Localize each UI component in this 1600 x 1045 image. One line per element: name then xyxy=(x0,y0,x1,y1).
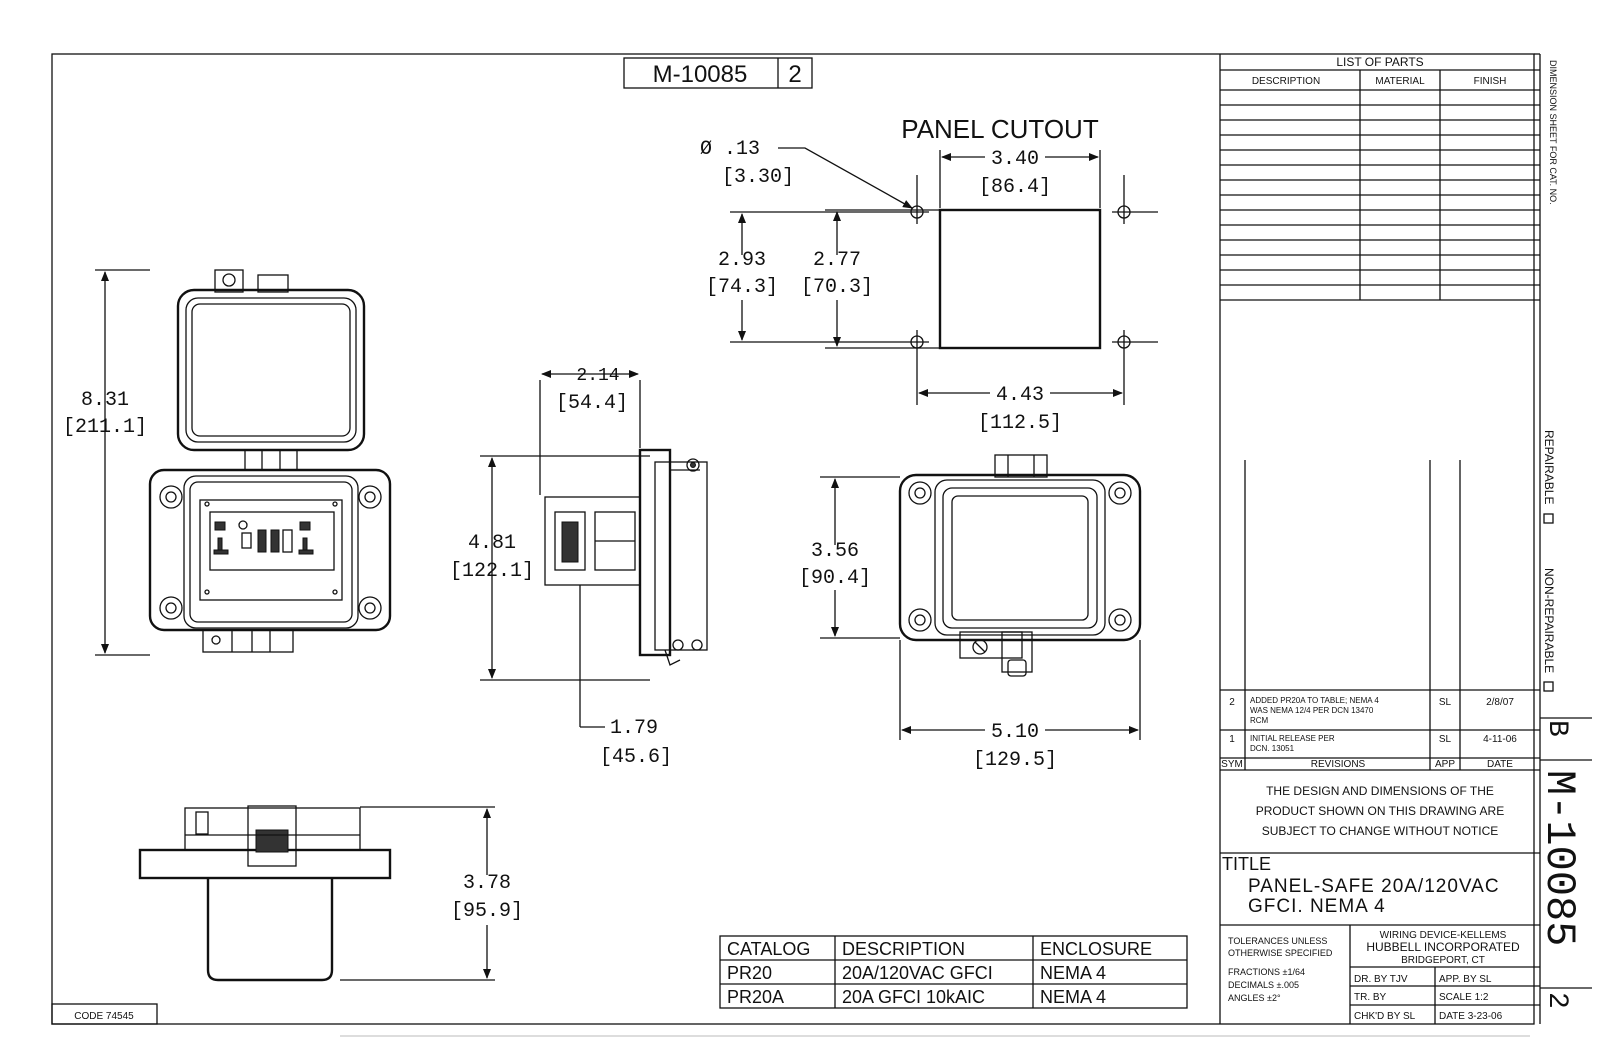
dim-side-depth: 1.79 xyxy=(610,717,659,740)
title-line-2: GFCI. NEMA 4 xyxy=(1248,896,1386,917)
catalog-cell: NEMA 4 xyxy=(1040,987,1107,1007)
catalog-header-enclosure: ENCLOSURE xyxy=(1040,939,1153,959)
dim-side-width-mm: [54.4] xyxy=(555,392,629,415)
catalog-cell: NEMA 4 xyxy=(1040,963,1107,983)
drawing-number-box xyxy=(624,58,812,88)
dim-cutout-height: 2.77 xyxy=(812,249,862,272)
dim-mount-height: 2.93 xyxy=(717,249,767,272)
dim-back-width-mm: [129.5] xyxy=(972,749,1058,772)
rev-text: DCN. 13051 xyxy=(1250,744,1295,753)
panel-cutout-title: PANEL CUTOUT xyxy=(901,114,1099,144)
side-revision: 2 xyxy=(1541,992,1572,1009)
size-letter: B xyxy=(1541,720,1572,737)
dim-hole-dia: Ø .13 xyxy=(700,138,761,161)
parts-header-description: DESCRIPTION xyxy=(1251,76,1321,87)
tolerance-fractions: FRACTIONS ±1/64 xyxy=(1228,967,1305,977)
scale: SCALE 1:2 xyxy=(1439,992,1489,1003)
checked-by: CHK'D BY SL xyxy=(1354,1011,1416,1022)
catalog-cell: PR20A xyxy=(727,987,785,1007)
rev-sym: 2 xyxy=(1229,697,1235,708)
company-line: BRIDGEPORT, CT xyxy=(1401,955,1485,966)
title-line-1: PANEL-SAFE 20A/120VAC xyxy=(1248,876,1500,897)
side-drawing-number: M-10085 xyxy=(1535,770,1583,947)
parts-list-title: LIST OF PARTS xyxy=(1336,55,1424,69)
rev-header-date: DATE xyxy=(1487,759,1513,770)
title-block xyxy=(1220,54,1540,1024)
panel-cutout-view xyxy=(700,114,1158,435)
traced-by: TR. BY xyxy=(1354,992,1387,1003)
company-line: HUBBELL INCORPORATED xyxy=(1366,940,1520,954)
dim-cutout-width: 3.40 xyxy=(990,148,1040,171)
catalog-cell: PR20 xyxy=(727,963,773,983)
notice-line: PRODUCT SHOWN ON THIS DRAWING ARE xyxy=(1255,804,1505,818)
rev-header-revisions: REVISIONS xyxy=(1310,759,1366,770)
title-label: TITLE xyxy=(1222,854,1272,874)
rev-text: WAS NEMA 12/4 PER DCN 13470 xyxy=(1250,706,1374,715)
dim-cutout-height-mm: [70.3] xyxy=(800,276,874,299)
approved-by: APP. BY SL xyxy=(1439,974,1492,985)
dim-bottom-height: 3.78 xyxy=(462,872,512,895)
drawn-by: DR. BY TJV xyxy=(1354,974,1408,985)
code-box xyxy=(52,1004,157,1024)
non-repairable-checkbox xyxy=(1544,682,1553,691)
dim-mount-width-mm: [112.5] xyxy=(977,412,1063,435)
rev-text: RCM xyxy=(1250,716,1269,725)
side-view xyxy=(450,366,707,769)
dim-front-height-mm: [211.1] xyxy=(62,416,148,439)
dim-side-depth-mm: [45.6] xyxy=(600,746,673,769)
side-strip xyxy=(1535,60,1592,1009)
rev-date: 4-11-06 xyxy=(1483,734,1517,745)
rev-text: INITIAL RELEASE PER xyxy=(1250,734,1335,743)
rev-date: 2/8/07 xyxy=(1486,697,1514,708)
dim-side-height: 4.81 xyxy=(467,532,517,555)
tolerance-decimals: DECIMALS ±.005 xyxy=(1228,980,1299,990)
dim-mount-height-mm: [74.3] xyxy=(705,276,779,299)
catalog-cell: 20A/120VAC GFCI xyxy=(842,963,993,983)
rev-app: SL xyxy=(1438,734,1452,745)
drawing-revision: 2 xyxy=(788,61,802,88)
dim-bottom-height-mm: [95.9] xyxy=(450,900,524,923)
non-repairable-label: NON-REPAIRABLE xyxy=(1542,568,1556,674)
dim-back-height: 3.56 xyxy=(810,540,860,563)
parts-header-material: MATERIAL xyxy=(1375,76,1425,87)
back-view xyxy=(799,455,1140,772)
dim-mount-width: 4.43 xyxy=(995,384,1045,407)
repairable-label: REPAIRABLE xyxy=(1542,430,1556,505)
dim-side-width: 2.14 xyxy=(576,366,620,386)
tolerance-angles: ANGLES ±2° xyxy=(1228,993,1281,1003)
dim-front-height: 8.31 xyxy=(80,389,130,412)
dim-side-height-mm: [122.1] xyxy=(449,560,535,583)
catalog-header-catalog: CATALOG xyxy=(727,939,811,959)
dimension-sheet-label: DIMENSION SHEET FOR CAT. NO. xyxy=(1548,60,1558,205)
rev-app: SL xyxy=(1438,697,1452,708)
parts-list-rows xyxy=(1220,90,1540,300)
catalog-cell: 20A GFCI 10kAIC xyxy=(842,987,986,1007)
catalog-header-description: DESCRIPTION xyxy=(842,939,966,959)
code-label: CODE 74545 xyxy=(74,1011,134,1022)
dim-back-width: 5.10 xyxy=(990,721,1040,744)
rev-header-app: APP xyxy=(1434,759,1456,770)
tolerance-line: TOLERANCES UNLESS xyxy=(1228,936,1328,946)
tolerance-line: OTHERWISE SPECIFIED xyxy=(1228,948,1333,958)
rev-sym: 1 xyxy=(1229,734,1235,745)
repairable-checkbox xyxy=(1544,514,1553,523)
parts-header-finish: FINISH xyxy=(1473,76,1507,87)
dim-back-height-mm: [90.4] xyxy=(798,567,872,590)
drawing-date: DATE 3-23-06 xyxy=(1439,1011,1503,1022)
dim-hole-dia-mm: [3.30] xyxy=(722,166,795,189)
rev-text: ADDED PR20A TO TABLE; NEMA 4 xyxy=(1250,696,1379,705)
catalog-table xyxy=(720,936,1187,1008)
notice-line: THE DESIGN AND DIMENSIONS OF THE xyxy=(1266,784,1494,798)
front-view xyxy=(63,270,390,655)
company-line: WIRING DEVICE-KELLEMS xyxy=(1379,930,1507,941)
bottom-view xyxy=(140,806,523,980)
rev-header-sym: SYM xyxy=(1221,759,1243,770)
dim-cutout-width-mm: [86.4] xyxy=(978,176,1052,199)
drawing-number: M-10085 xyxy=(652,61,748,88)
notice-line: SUBJECT TO CHANGE WITHOUT NOTICE xyxy=(1261,824,1499,838)
